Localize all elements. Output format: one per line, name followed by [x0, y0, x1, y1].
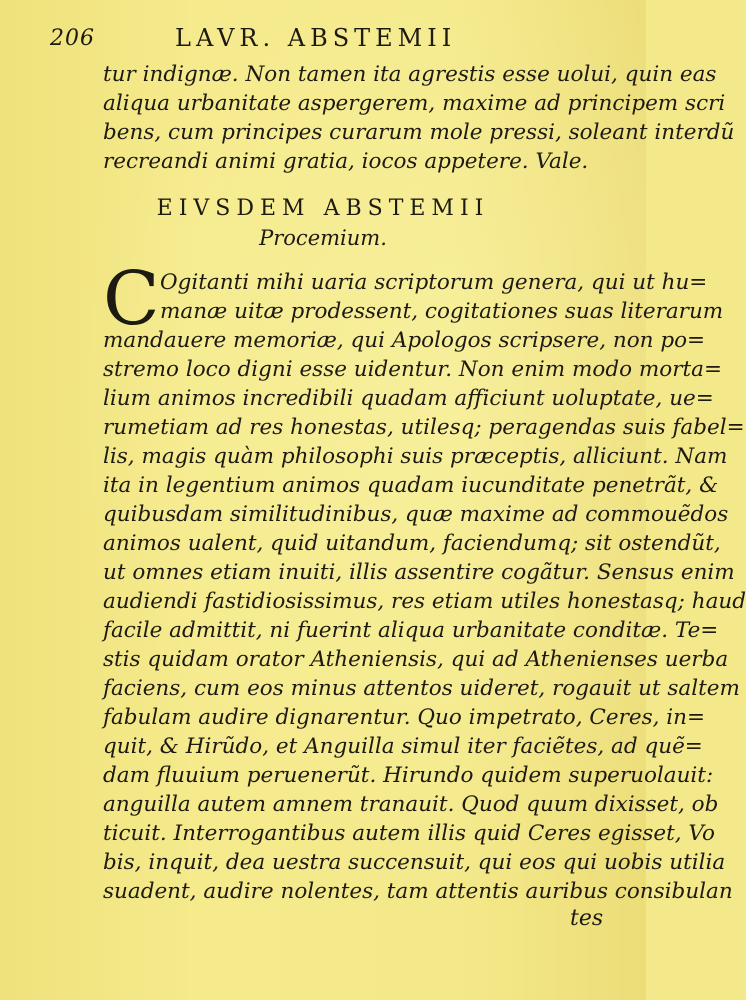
text-line: rumetiam ad res honestas, utilesq; peragendas suis fabel=: [103, 415, 745, 440]
text-line: tur indignæ. Non tamen ita agrestis esse uolui, quin eas: [103, 62, 717, 87]
text-line: mandauere memoriæ, qui Apologos scripsere, non po=: [103, 328, 706, 353]
text-line: manæ uitæ prodessent, cogitationes suas literarum: [160, 299, 724, 324]
text-line: ticuit. Interrogantibus autem illis quid Ceres egisset, Vo: [103, 821, 715, 846]
drop-cap: C: [103, 256, 160, 342]
text-line: audiendi fastidiosissimus, res etiam utiles honestasq; haud: [103, 589, 746, 614]
text-line: stremo loco digni esse uidentur. Non enim modo morta=: [103, 357, 722, 382]
text-line: bis, inquit, dea uestra succensuit, qui eos qui uobis utilia: [103, 850, 726, 875]
catchword: tes: [570, 906, 604, 931]
text-line: dam fluuium peruenerũt. Hirundo quidem superuolauit:: [103, 763, 714, 788]
text-line: aliqua urbanitate aspergerem, maxime ad principem scri: [103, 91, 726, 116]
text-line: animos ualent, quid uitandum, faciendumq; sit ostendũt,: [103, 531, 721, 556]
text-line: lium animos incredibili quadam afficiunt uoluptate, ue=: [103, 386, 714, 411]
text-line: stis quidam orator Atheniensis, qui ad Athenienses uerba: [103, 647, 729, 672]
text-line: recreandi animi gratia, iocos appetere. Vale.: [103, 149, 589, 174]
text-line: ita in legentium animos quadam iucunditate penetrãt, &: [103, 473, 719, 498]
page-header: [50, 24, 610, 58]
text-line: bens, cum principes curarum mole pressi, soleant interdũ: [103, 120, 735, 145]
text-line: Ogitanti mihi uaria scriptorum genera, qui ut hu=: [160, 270, 708, 295]
text-line: quit, & Hirũdo, et Anguilla simul iter faciẽtes, ad quẽ=: [103, 734, 703, 759]
text-line: ut omnes etiam inuiti, illis assentire cogãtur. Sensus enim: [103, 560, 735, 585]
running-head: LAVR. ABSTEMII: [175, 24, 457, 52]
section-subtitle: Procemium.: [259, 226, 387, 250]
text-line: anguilla autem amnem tranauit. Quod quum dixisset, ob: [103, 792, 719, 817]
section-title: EIVSDEM ABSTEMII: [156, 196, 490, 221]
text-line: faciens, cum eos minus attentos uideret, rogauit ut saltem: [103, 676, 740, 701]
text-line: lis, magis quàm philosophi suis præceptis, alliciunt. Nam: [103, 444, 728, 469]
text-line: facile admittit, ni fuerint aliqua urbanitate conditæ. Te=: [103, 618, 719, 643]
text-line: fabulam audire dignarentur. Quo impetrato, Ceres, in=: [103, 705, 706, 730]
page-number: 206: [50, 26, 95, 51]
text-line: suadent, audire nolentes, tam attentis auribus consibulan: [103, 879, 733, 904]
text-line: quibusdam similitudinibus, quæ maxime ad commouẽdos: [103, 502, 729, 527]
